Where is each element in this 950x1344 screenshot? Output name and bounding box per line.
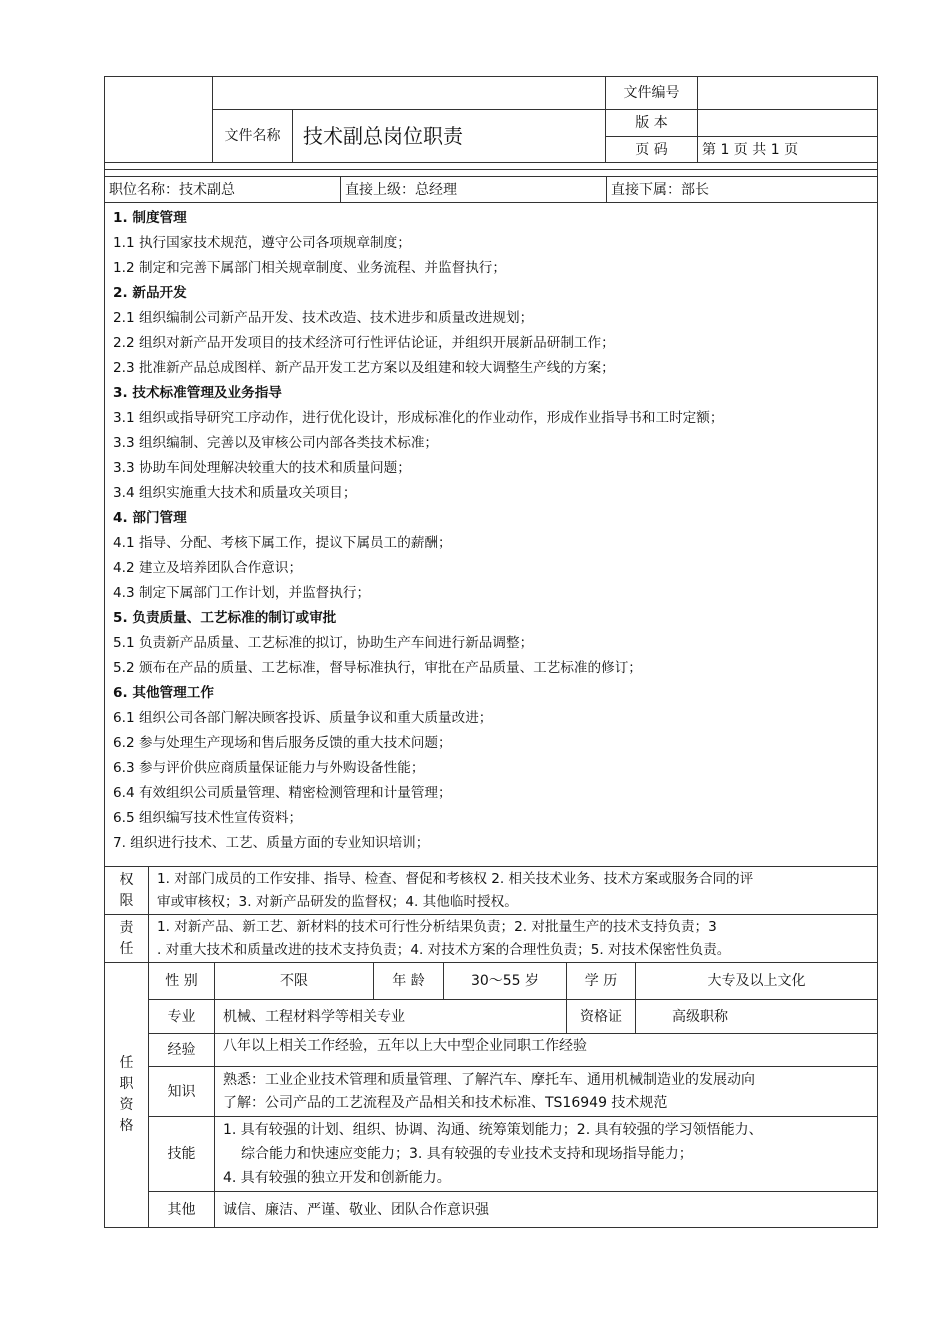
- file-name-label: 文件名称: [213, 110, 293, 163]
- experience-label: 经验: [149, 1034, 215, 1067]
- duty-item: 6.5 组织编写技术性宣传资料；: [113, 810, 303, 826]
- duty-item: 2.2 组织对新产品开发项目的技术经济可行性评估论证，并组织开展新品研制工作；: [113, 335, 615, 351]
- logo-area: [105, 77, 213, 163]
- skills-line: 1. 具有较强的计划、组织、协调、沟通、统筹策划能力；2. 具有较强的学习领悟能力、: [223, 1122, 763, 1138]
- version-label: 版 本: [606, 110, 698, 137]
- authority-line: 1. 对部门成员的工作安排、指导、检查、督促和考核权 2. 相关技术业务、技术方案或服务合同的评: [157, 870, 754, 887]
- direct-subordinate: 直接下属：部长: [607, 177, 878, 203]
- age-value: 30～55 岁: [444, 963, 567, 1000]
- qualifications-table: [104, 962, 878, 1228]
- cert-label: 资格证: [567, 1000, 636, 1034]
- knowledge-line: 熟悉：工业企业技术管理和质量管理、了解汽车、摩托车、通用机械制造业的发展动向: [223, 1071, 755, 1088]
- authority-label-2: 限: [119, 892, 134, 909]
- page-value: 第 1 页 共 1 页: [698, 137, 878, 163]
- duty-item: 1.2 制定和完善下属部门相关规章制度、业务流程、并监督执行；: [113, 260, 506, 276]
- page-label: 页 码: [606, 137, 698, 163]
- qualifications-label-4: 格: [119, 1118, 134, 1134]
- duty-item: 6.2 参与处理生产现场和售后服务反馈的重大技术问题；: [113, 735, 452, 751]
- duty-item: 3.3 协助车间处理解决较重大的技术和质量问题；: [113, 460, 411, 476]
- duty-item: 1.1 执行国家技术规范，遵守公司各项规章制度；: [113, 235, 411, 251]
- duty-item: 5.2 颁布在产品的质量、工艺标准，督导标准执行，审批在产品质量、工艺标准的修订；: [113, 660, 642, 676]
- authority-content: [149, 867, 878, 915]
- spacer-row: [105, 170, 878, 177]
- gender-value: 不限: [215, 963, 374, 1000]
- cert-value: 高级职称: [636, 1000, 878, 1034]
- other-value: 诚信、廉洁、严谨、敬业、团队合作意识强: [215, 1192, 878, 1228]
- duty-item: 3.4 组织实施重大技术和质量攻关项目；: [113, 485, 357, 501]
- responsibility-label: [105, 915, 149, 963]
- duty-item: 6.4 有效组织公司质量管理、精密检测管理和计量管理；: [113, 785, 452, 801]
- major-label: 专业: [149, 1000, 215, 1034]
- duty-item: 6.3 参与评价供应商质量保证能力与外购设备性能；: [113, 760, 425, 776]
- responsibility-line: . 对重大技术和质量改进的技术支持负责；4. 对技术方案的合理性负责；5. 对技术保密性负责。: [157, 941, 731, 958]
- duty-section-heading: 2. 新品开发: [113, 285, 187, 301]
- other-label: 其他: [149, 1192, 215, 1228]
- duty-section-heading: 1. 制度管理: [113, 210, 187, 226]
- responsibility-label-2: 任: [119, 940, 134, 957]
- skills-line: 综合能力和快速应变能力；3. 具有较强的专业技术支持和现场指导能力；: [241, 1146, 693, 1162]
- duties-body: [105, 203, 878, 867]
- direct-superior: 直接上级：总经理: [341, 177, 607, 203]
- duties-list: [113, 206, 869, 856]
- file-number-value: [698, 77, 878, 110]
- duty-item: 4.2 建立及培养团队合作意识；: [113, 560, 303, 576]
- authority-table: [104, 866, 878, 963]
- duty-item: 4.3 制定下属部门工作计划，并监督执行；: [113, 585, 371, 601]
- knowledge-label: 知识: [149, 1067, 215, 1117]
- duty-section-heading: 3. 技术标准管理及业务指导: [113, 385, 282, 401]
- experience-value: 八年以上相关工作经验，五年以上大中型企业同职工作经验: [215, 1034, 878, 1067]
- qualifications-label-1: 任: [119, 1055, 134, 1071]
- file-number-label: 文件编号: [606, 77, 698, 110]
- knowledge-line: 了解：公司产品的工艺流程及产品相关和技术标准、TS16949 技术规范: [223, 1094, 668, 1111]
- major-value: 机械、工程材料学等相关专业: [215, 1000, 567, 1034]
- duty-section-heading: 6. 其他管理工作: [113, 685, 214, 701]
- education-label: 学 历: [567, 963, 636, 1000]
- skills-line: 4. 具有较强的独立开发和创新能力。: [223, 1170, 451, 1186]
- responsibility-content: [149, 915, 878, 963]
- duty-item: 4.1 指导、分配、考核下属工作，提议下属员工的薪酬；: [113, 535, 452, 551]
- duty-item: 2.1 组织编制公司新产品开发、技术改造、技术进步和质量改进规划；: [113, 310, 534, 326]
- responsibility-line: 1. 对新产品、新工艺、新材料的技术可行性分析结果负责；2. 对批量生产的技术支持负责；3: [157, 918, 717, 935]
- duties-table: [104, 169, 878, 867]
- duty-item: 7. 组织进行技术、工艺、质量方面的专业知识培训；: [113, 835, 430, 851]
- skills-value: [215, 1117, 878, 1192]
- header-table: [104, 76, 878, 170]
- header-blank: [213, 77, 606, 110]
- qualifications-label-3: 资: [119, 1097, 134, 1113]
- duty-item: 6.1 组织公司各部门解决顾客投诉、质量争议和重大质量改进；: [113, 710, 493, 726]
- duty-item: 3.1 组织或指导研究工序动作，进行优化设计，形成标准化的作业动作，形成作业指导书和工时定额；: [113, 410, 724, 426]
- duty-item: 2.3 批准新产品总成图样、新产品开发工艺方案以及组建和较大调整生产线的方案；: [113, 360, 615, 376]
- gender-label: 性 别: [149, 963, 215, 1000]
- authority-line: 审或审核权；3. 对新产品研发的监督权；4. 其他临时授权。: [157, 893, 518, 910]
- age-label: 年 龄: [374, 963, 444, 1000]
- version-value: [698, 110, 878, 137]
- document-page: [104, 76, 877, 1228]
- skills-label: 技能: [149, 1117, 215, 1192]
- duty-item: 3.3 组织编制、完善以及审核公司内部各类技术标准；: [113, 435, 439, 451]
- authority-label: [105, 867, 149, 915]
- education-value: 大专及以上文化: [636, 963, 878, 1000]
- knowledge-value: [215, 1067, 878, 1117]
- duty-section-heading: 5. 负责质量、工艺标准的制订或审批: [113, 610, 337, 626]
- duty-item: 5.1 负责新产品质量、工艺标准的拟订，协助生产车间进行新品调整；: [113, 635, 534, 651]
- qualifications-label: [105, 963, 149, 1228]
- duty-section-heading: 4. 部门管理: [113, 510, 187, 526]
- qualifications-label-2: 职: [119, 1076, 134, 1092]
- authority-label-1: 权: [119, 871, 134, 888]
- position-name: 职位名称：技术副总: [105, 177, 341, 203]
- responsibility-label-1: 责: [119, 919, 134, 936]
- page-title: 技术副总岗位职责: [293, 110, 606, 163]
